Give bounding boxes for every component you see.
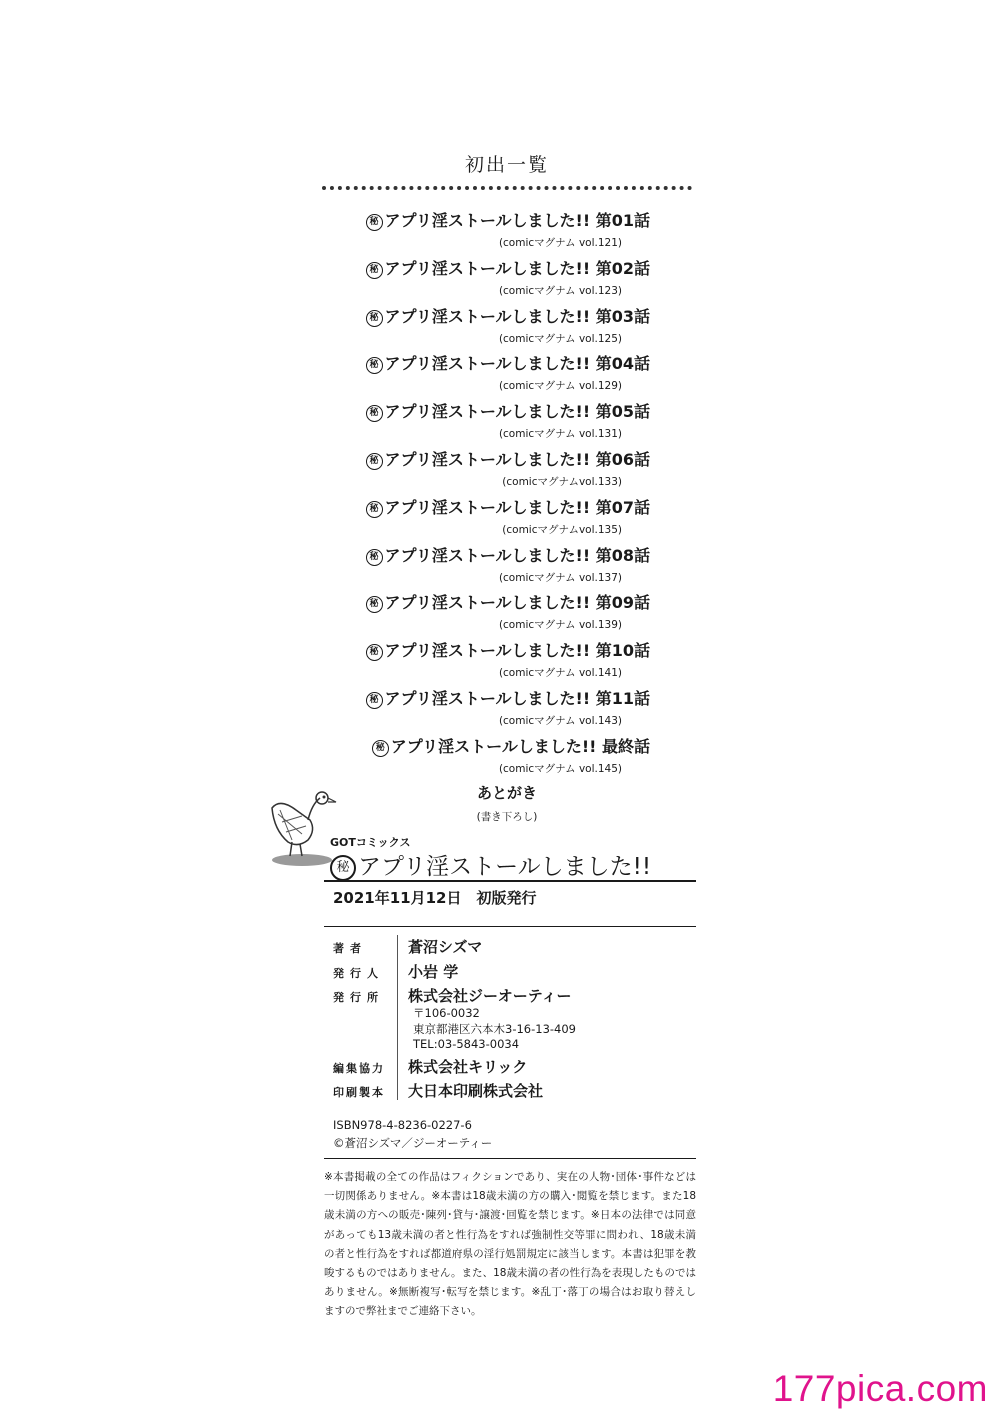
- publication-date: 2021年11月12日 初版発行: [333, 889, 537, 907]
- episode-title-row: [322, 734, 650, 757]
- secret-circle-icon: 秘: [366, 501, 383, 518]
- episode-title-row: [322, 256, 650, 279]
- address-tel: TEL:03-5843-0034: [413, 1037, 520, 1051]
- episode-source: (comicマグナム vol.141): [498, 667, 622, 680]
- secret-circle-icon: 秘: [366, 310, 383, 327]
- episode-entry: [322, 208, 650, 250]
- legal-notice: ※本書掲載の全ての作品はフィクションであり、実在の人物･団体･事件などは一切関係ありません。※本書は18歳未満の方の購入･閲覧を禁じます。また18歳未満の方への販売･陳列･貸与･譲渡･回覧を禁じます。※日本の法律では同意があっても13歳未満の者と性行為をすれば強制性交等罪に問われ、18歳未満の者と性行為をすれば都道府県の淫行処罰規定に該当します。本書は犯罪を教唆するものではありません。また、18歳未満の者の性行為を表現したものではありません。※無断複写･転写を禁じます。※乱丁･落丁の場合はお取り替えしますので弊社までご連絡下さい。: [324, 1171, 696, 1318]
- episode-entry: [322, 304, 650, 346]
- episode-entry: [322, 590, 650, 632]
- episode-title: アプリ淫ストールしました!! 第09話: [384, 593, 650, 613]
- credit-label-editing: 編集協力: [333, 1062, 385, 1075]
- episode-title-row: [322, 495, 650, 518]
- afterword-title: あとがき: [476, 784, 537, 802]
- episode-entry: [322, 351, 650, 393]
- episode-title: アプリ淫ストールしました!! 第02話: [384, 258, 650, 278]
- episode-title-row: [322, 638, 650, 661]
- address-postal: 〒106-0032: [413, 1006, 480, 1020]
- credit-value-author: 蒼沼シズマ: [408, 938, 483, 956]
- episode-source: (comicマグナムvol.133): [502, 476, 622, 488]
- episode-title-row: [322, 590, 650, 613]
- secret-circle-icon: 秘: [366, 692, 383, 709]
- credit-label-publisher: 発行所: [333, 991, 384, 1004]
- episode-title: アプリ淫ストールしました!! 最終話: [390, 736, 650, 756]
- episode-source: (comicマグナム vol.145): [498, 762, 622, 775]
- episode-source: (comicマグナム vol.137): [498, 571, 622, 584]
- episode-title-row: [322, 447, 650, 470]
- credit-label-author: 著者: [333, 942, 367, 955]
- credit-value-publisher-person: 小岩 学: [408, 963, 459, 981]
- episode-entry: [322, 495, 650, 537]
- credit-value-printing: 大日本印刷株式会社: [408, 1082, 544, 1100]
- copyright: ©蒼沼シズマ／ジーオーティー: [333, 1136, 493, 1150]
- credit-value-editing: 株式会社キリック: [408, 1058, 528, 1076]
- episode-entry: [322, 543, 650, 585]
- credit-label-publisher-person: 発行人: [333, 967, 384, 980]
- secret-circle-icon: 秘: [366, 214, 383, 231]
- secret-circle-icon: 秘: [330, 855, 356, 881]
- episode-title: アプリ淫ストールしました!! 第05話: [384, 402, 650, 422]
- credits-divider: [397, 935, 398, 1100]
- episode-entry: [322, 256, 650, 298]
- episode-title: アプリ淫ストールしました!! 第01話: [384, 211, 650, 230]
- episode-source: (comicマグナム vol.143): [498, 715, 622, 727]
- afterword-note: (書き下ろし): [476, 811, 538, 823]
- episode-title: アプリ淫ストールしました!! 第04話: [384, 354, 650, 374]
- imprint-rule-bottom: [324, 926, 696, 927]
- imprint-title-row: [330, 848, 651, 881]
- episode-entry: [322, 447, 650, 489]
- episode-source: (comicマグナム vol.121): [498, 237, 622, 249]
- episode-source: (comicマグナム vol.131): [498, 428, 622, 441]
- secret-circle-icon: 秘: [366, 596, 383, 613]
- episode-title: アプリ淫ストールしました!! 第10話: [384, 641, 650, 661]
- episode-title-row: [322, 351, 650, 374]
- secret-circle-icon: 秘: [372, 740, 389, 757]
- episode-title-row: [322, 399, 650, 422]
- episode-title: アプリ淫ストールしました!! 第11話: [384, 689, 650, 708]
- episode-source: (comicマグナム vol.125): [498, 332, 622, 345]
- episode-entry: [322, 399, 650, 441]
- episode-title-row: [322, 208, 650, 231]
- imprint-label: GOTコミックス: [330, 836, 411, 849]
- episode-title-row: [322, 304, 650, 327]
- episode-source: (comicマグナム vol.129): [498, 380, 622, 393]
- episode-source: (comicマグナム vol.123): [498, 284, 622, 297]
- episode-entry: [322, 638, 650, 680]
- episode-title: アプリ淫ストールしました!! 第08話: [384, 545, 650, 565]
- episode-source: (comicマグナム vol.139): [498, 619, 622, 632]
- episode-title: アプリ淫ストールしました!! 第07話: [384, 497, 650, 517]
- imprint-title: アプリ淫ストールしました!!: [358, 854, 652, 880]
- watermark: 177pica.com: [772, 1368, 988, 1409]
- episode-title-row: [322, 543, 650, 566]
- episode-title: アプリ淫ストールしました!! 第03話: [384, 306, 650, 326]
- address-street: 東京都港区六本木3-16-13-409: [413, 1022, 576, 1036]
- episode-entry: [322, 686, 650, 728]
- credit-label-printing: 印刷製本: [333, 1086, 385, 1099]
- afterword-entry: [322, 782, 692, 824]
- secret-circle-icon: 秘: [366, 262, 383, 279]
- secret-circle-icon: 秘: [366, 549, 383, 566]
- episode-source: (comicマグナムvol.135): [502, 523, 622, 536]
- secret-circle-icon: 秘: [366, 644, 383, 661]
- episode-entry: [322, 734, 650, 776]
- credit-value-publisher: 株式会社ジーオーティー: [408, 987, 572, 1005]
- episode-title-row: [322, 686, 650, 709]
- dotted-divider: [322, 186, 692, 190]
- isbn: ISBN978-4-8236-0227-6: [333, 1118, 472, 1132]
- secret-circle-icon: 秘: [366, 405, 383, 422]
- secret-circle-icon: 秘: [366, 453, 383, 470]
- imprint-rule-top: [324, 880, 696, 882]
- notice-rule: [324, 1158, 696, 1159]
- toc-heading: 初出一覧: [464, 154, 549, 176]
- episode-title: アプリ淫ストールしました!! 第06話: [384, 450, 650, 469]
- secret-circle-icon: 秘: [366, 357, 383, 374]
